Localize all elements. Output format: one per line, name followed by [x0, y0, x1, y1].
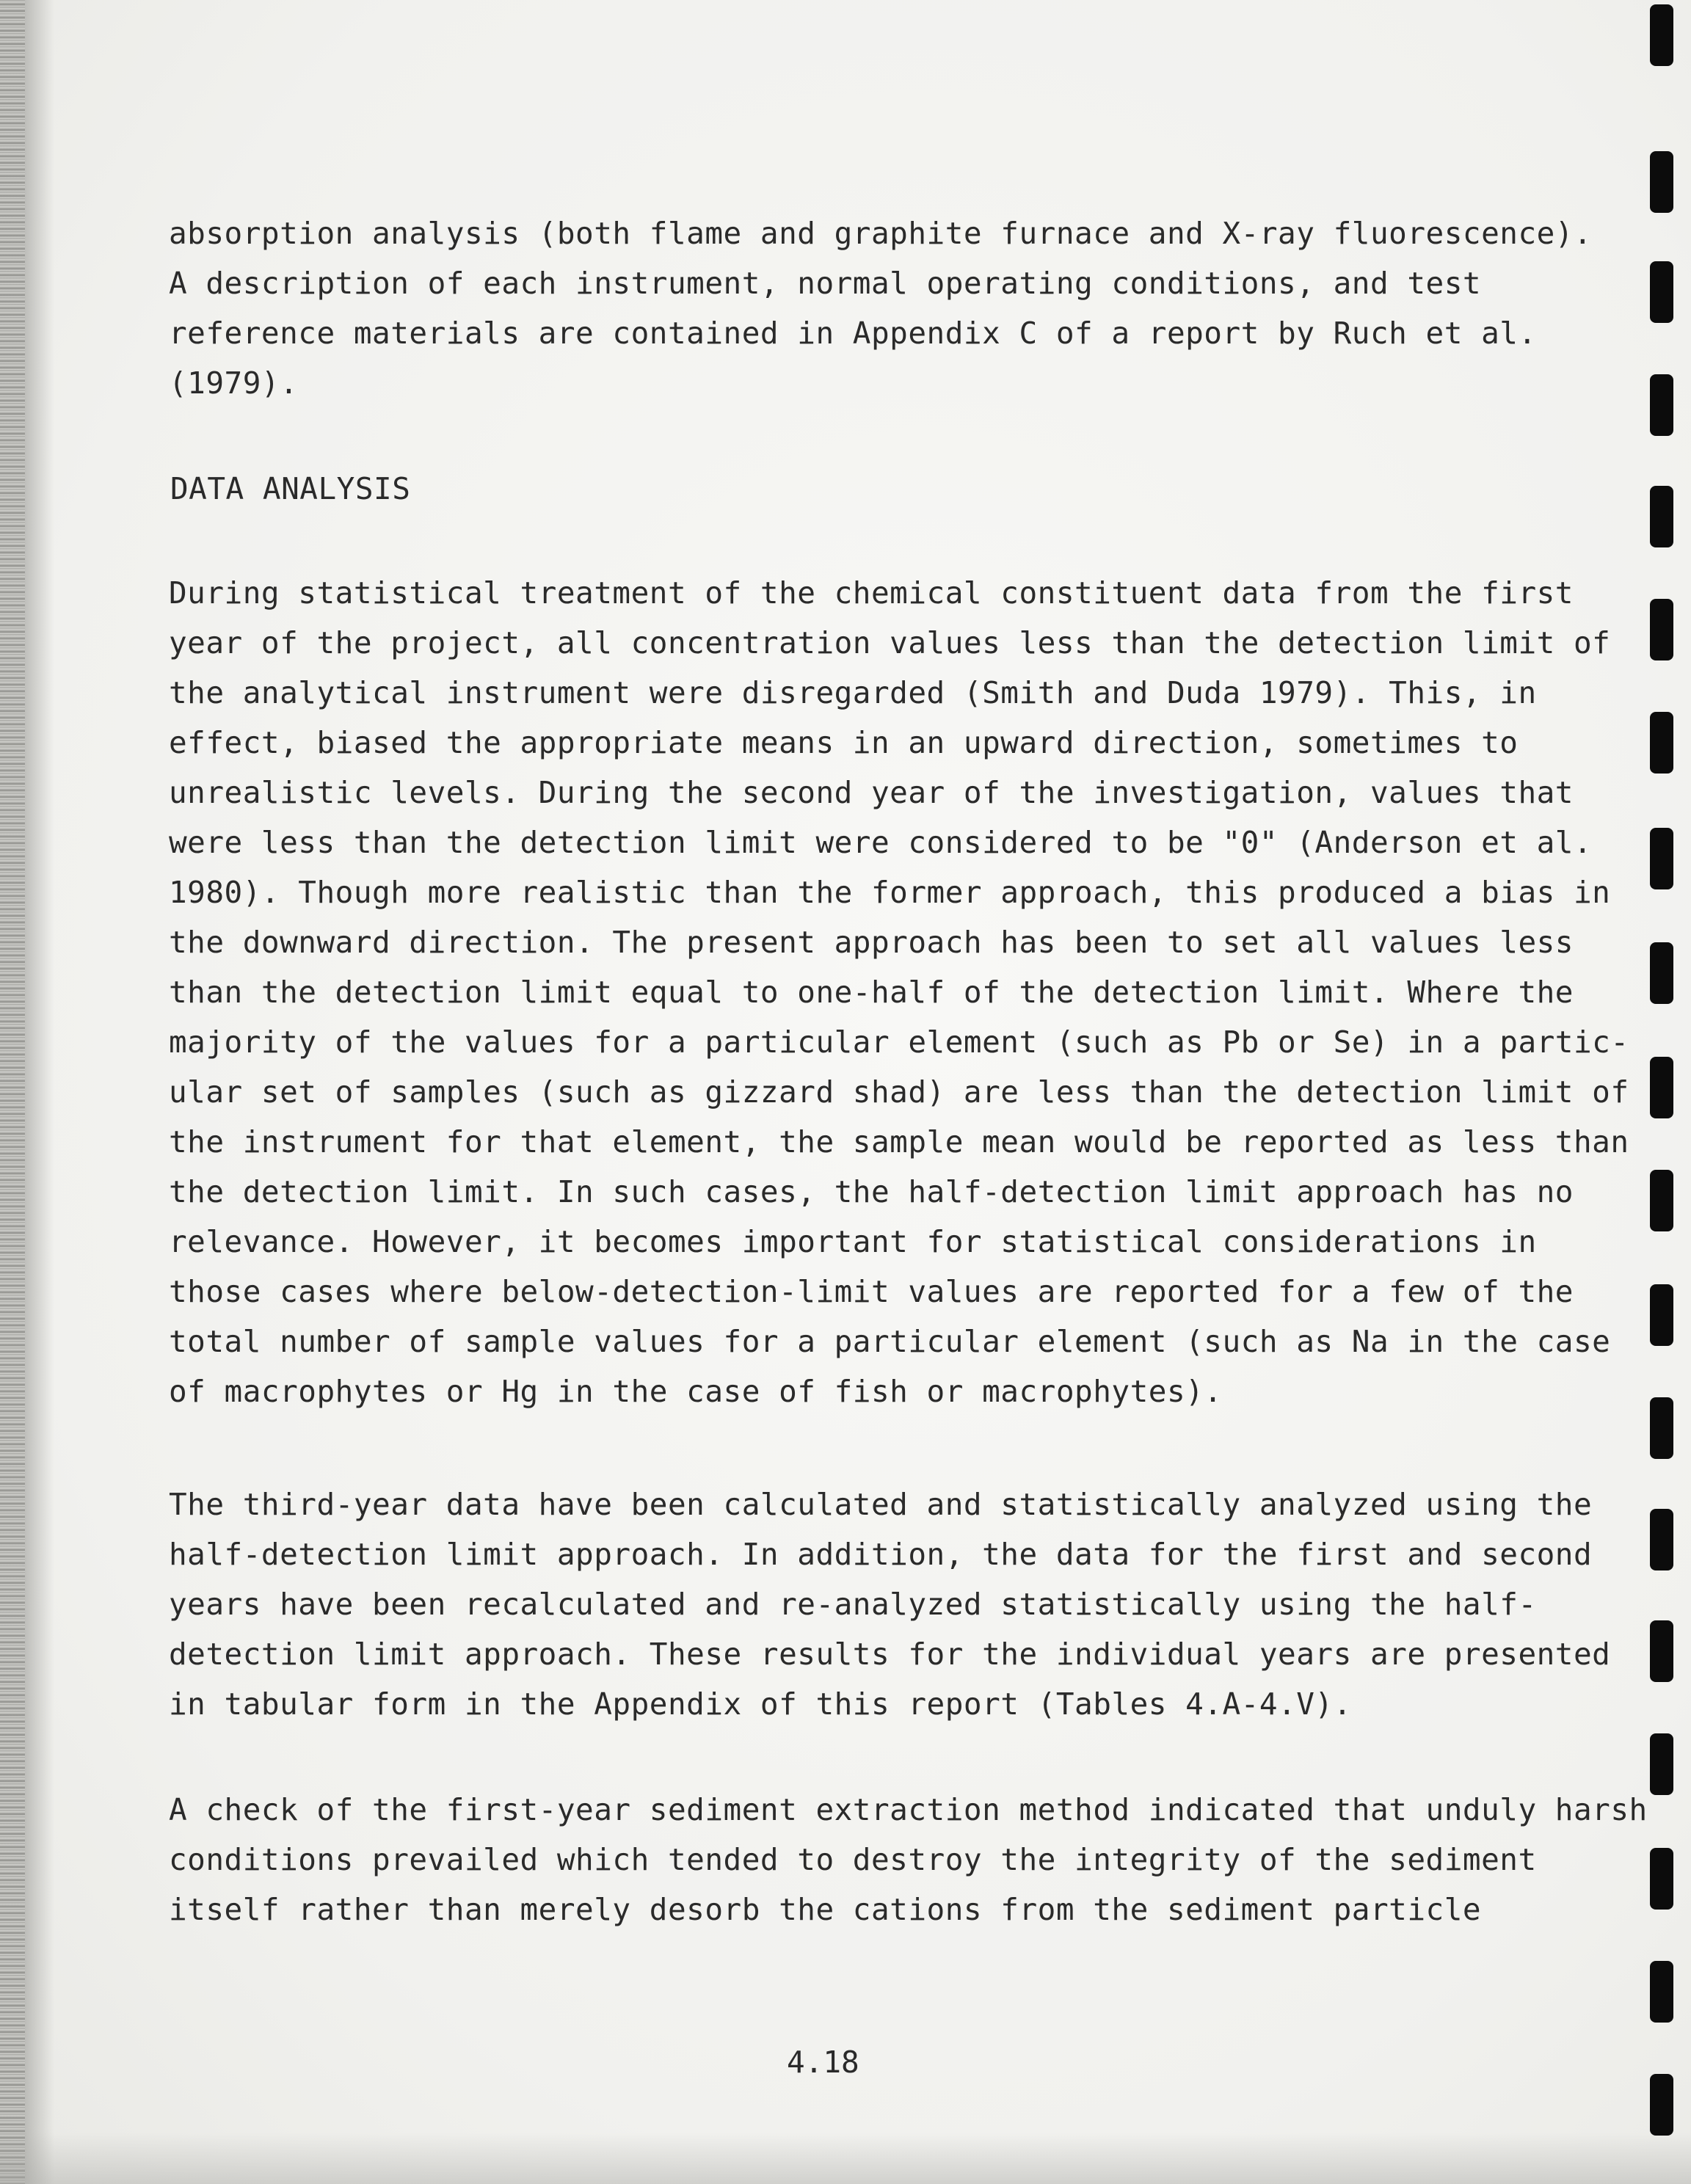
page-number: 4.18 — [787, 2045, 859, 2080]
text-line: During statistical treatment of the chemical constituent data from the first — [169, 575, 1574, 611]
text-line: majority of the values for a particular element (such as Pb or Se) in a partic- — [169, 1024, 1629, 1060]
text-line: conditions prevailed which tended to destroy the integrity of the sediment — [169, 1842, 1537, 1877]
binder-punch-hole — [1650, 1284, 1673, 1346]
text-line: itself rather than merely desorb the cations from the sediment particle — [169, 1892, 1482, 1927]
text-line: total number of sample values for a particular element (such as Na in the case — [169, 1324, 1611, 1359]
binder-punch-hole — [1650, 1961, 1673, 2023]
intro-paragraph — [169, 208, 1593, 408]
text-line: the downward direction. The present approach has been to set all values less — [169, 925, 1574, 960]
text-line: half-detection limit approach. In addition, the data for the first and second — [169, 1537, 1593, 1572]
section-heading: DATA ANALYSIS — [170, 471, 411, 506]
binder-punch-hole — [1650, 1620, 1673, 1682]
text-line: ular set of samples (such as gizzard shad) are less than the detection limit of — [169, 1074, 1629, 1110]
text-line: year of the project, all concentration values less than the detection limit of — [169, 625, 1611, 660]
binder-punch-hole — [1650, 1170, 1673, 1231]
binder-punch-hole — [1650, 1057, 1673, 1118]
binder-punch-hole — [1650, 151, 1673, 213]
binder-punch-hole — [1650, 374, 1673, 436]
text-line: relevance. However, it becomes important for statistical considerations in — [169, 1224, 1537, 1259]
text-line: The third-year data have been calculated and statistically analyzed using the — [169, 1487, 1593, 1522]
binder-punch-hole — [1650, 261, 1673, 323]
text-line: reference materials are contained in Appendix C of a report by Ruch et al. — [169, 316, 1537, 351]
text-line: years have been recalculated and re-analyzed statistically using the half- — [169, 1587, 1537, 1622]
text-line: (1979). — [169, 365, 299, 401]
text-line: unrealistic levels. During the second year of the investigation, values that — [169, 775, 1574, 810]
text-line: the analytical instrument were disregarded (Smith and Duda 1979). This, in — [169, 675, 1537, 710]
binder-punch-hole — [1650, 1509, 1673, 1570]
scan-edge-shadow — [0, 0, 25, 2184]
text-line: were less than the detection limit were considered to be "0" (Anderson et al. — [169, 825, 1593, 860]
binder-punch-hole — [1650, 4, 1673, 66]
text-line: A description of each instrument, normal operating conditions, and test — [169, 266, 1482, 301]
binder-punch-hole — [1650, 599, 1673, 660]
binder-punch-hole — [1650, 1733, 1673, 1795]
binder-punch-hole — [1650, 828, 1673, 889]
binder-punch-hole — [1650, 486, 1673, 547]
text-line: in tabular form in the Appendix of this report (Tables 4.A-4.V). — [169, 1686, 1352, 1722]
text-line: 1980). Though more realistic than the former approach, this produced a bias in — [169, 875, 1611, 910]
text-line: effect, biased the appropriate means in an upward direction, sometimes to — [169, 725, 1519, 760]
text-line: the instrument for that element, the sample mean would be reported as less than — [169, 1124, 1629, 1160]
binder-punch-hole — [1650, 712, 1673, 774]
text-line: than the detection limit equal to one-half of the detection limit. Where the — [169, 975, 1574, 1010]
scan-edge-fade — [25, 0, 54, 2184]
text-line: A check of the first-year sediment extraction method indicated that unduly harsh — [169, 1792, 1648, 1827]
paragraph-third-year — [169, 1479, 1611, 1729]
text-line: those cases where below-detection-limit values are reported for a few of the — [169, 1274, 1574, 1309]
paragraph-data-analysis — [169, 568, 1629, 1416]
text-line: detection limit approach. These results for the individual years are presented — [169, 1637, 1611, 1672]
text-line: absorption analysis (both flame and graphite furnace and X-ray fluorescence). — [169, 216, 1593, 251]
paragraph-sediment-extraction — [169, 1785, 1648, 1934]
text-line: of macrophytes or Hg in the case of fish or macrophytes). — [169, 1374, 1223, 1409]
binder-punch-hole — [1650, 1397, 1673, 1459]
scan-bottom-shadow — [0, 2133, 1691, 2184]
binder-punch-hole — [1650, 942, 1673, 1004]
binder-punch-hole — [1650, 1848, 1673, 1910]
binder-punch-hole — [1650, 2074, 1673, 2136]
text-line: the detection limit. In such cases, the half-detection limit approach has no — [169, 1174, 1574, 1209]
